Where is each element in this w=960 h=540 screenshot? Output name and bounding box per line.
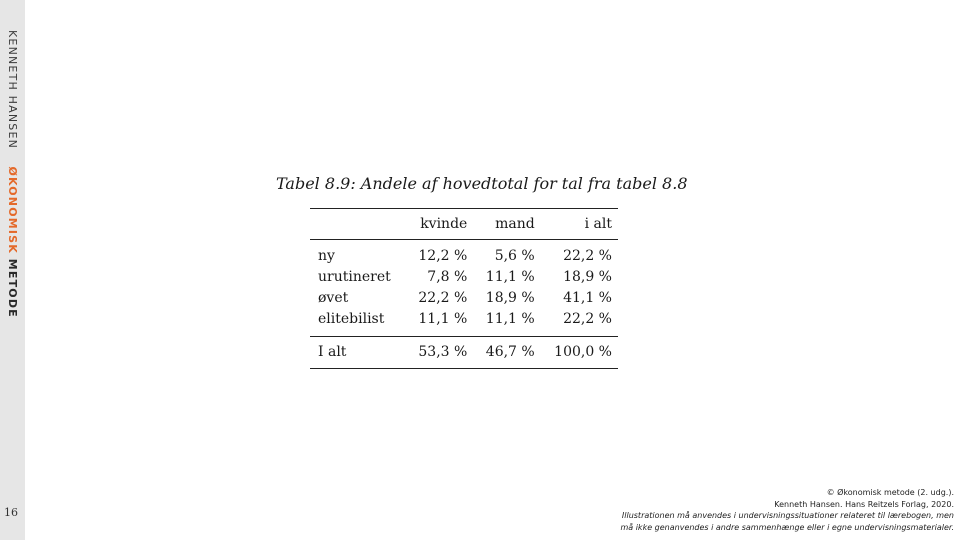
row-label: øvet <box>318 290 349 306</box>
book-spine <box>0 0 25 540</box>
table-row <box>310 267 618 288</box>
table-total-row <box>310 337 618 369</box>
cell-i-alt: 18,9 % <box>563 269 612 285</box>
table-header-row <box>310 209 618 240</box>
cell-kvinde: 7,8 % <box>427 269 468 285</box>
total-mand: 46,7 % <box>485 344 535 360</box>
header-empty <box>310 209 406 240</box>
data-table <box>310 208 618 369</box>
table-row <box>310 240 618 268</box>
total-label: I alt <box>318 344 347 360</box>
row-label: ny <box>318 248 335 264</box>
cell-mand: 11,1 % <box>485 311 535 327</box>
copyright-line-3: Illustrationen må anvendes i undervisningssituationer relateret til lærebogen, men <box>621 511 954 520</box>
spine-title <box>3 30 21 318</box>
cell-kvinde: 22,2 % <box>418 290 468 306</box>
cell-i-alt: 41,1 % <box>563 290 612 306</box>
copyright-line-2: Kenneth Hansen. Hans Reitzels Forlag, 2020. <box>774 499 954 509</box>
row-label: elitebilist <box>318 311 385 327</box>
cell-i-alt: 22,2 % <box>563 311 612 327</box>
table-title: Tabel 8.9: Andele af hovedtotal for tal fra tabel 8.8 <box>276 174 688 193</box>
total-i-alt: 100,0 % <box>554 344 612 360</box>
spine-title-part2: METODE <box>6 258 19 318</box>
copyright-line-1: © Økonomisk metode (2. udg.). <box>826 488 954 497</box>
copyright-line-4: må ikke genanvendes i andre sammenhænge eller i egne undervisningsmaterialer. <box>620 522 954 532</box>
header-i-alt: i alt <box>584 216 612 232</box>
table-row <box>310 288 618 309</box>
page-number: 16 <box>4 506 18 519</box>
cell-i-alt: 22,2 % <box>563 248 612 264</box>
cell-kvinde: 11,1 % <box>418 311 468 327</box>
spine-title-part1: ØKONOMISK <box>6 166 19 255</box>
total-kvinde: 53,3 % <box>418 344 468 360</box>
copyright-notice <box>620 487 954 533</box>
header-kvinde: kvinde <box>420 216 468 232</box>
spine-author: KENNETH HANSEN <box>6 30 19 150</box>
cell-kvinde: 12,2 % <box>418 248 468 264</box>
header-mand: mand <box>495 216 535 232</box>
cell-mand: 18,9 % <box>485 290 535 306</box>
row-label: urutineret <box>318 269 391 285</box>
cell-mand: 11,1 % <box>485 269 535 285</box>
cell-mand: 5,6 % <box>494 248 535 264</box>
table-row <box>310 309 618 337</box>
